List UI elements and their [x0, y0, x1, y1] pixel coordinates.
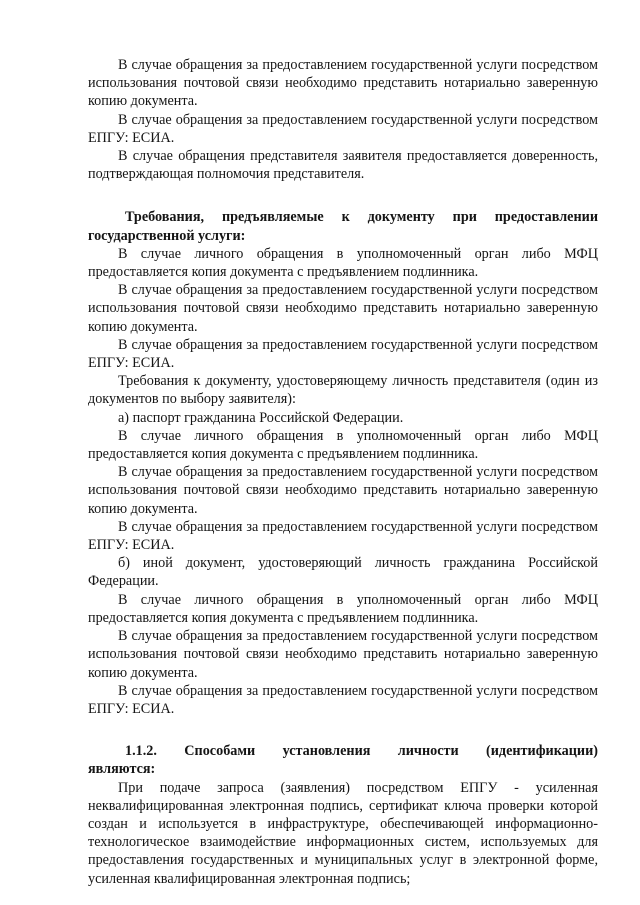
paragraph: В случае обращения за предоставлением государственной услуги посредством ЕПГУ: ЕСИА. — [88, 518, 598, 554]
list-item: б) иной документ, удостоверяющий личность гражданина Российской Федерации. — [88, 555, 598, 590]
paragraph: При подаче запроса (заявления) посредством ЕПГУ - усиленная неквалифицированная электронная подпись, сертификат ключа проверки которой создан и используется в инфраструктуре, обеспечивающей информационно-технологическое взаимодействие информационных систем, используемых для предоставления государственных и муниципальных услуг в электронной форме, усиленная квалифицированная электронная подпись; — [88, 779, 598, 887]
paragraph: В случае обращения за предоставлением государственной услуги посредством ЕПГУ: ЕСИА. — [88, 111, 598, 146]
section-heading: 1.1.2. Способами установления личности (идентификации) являются: — [88, 743, 598, 778]
paragraph: В случае обращения за предоставлением государственной услуги посредством использования почтовой связи необходимо представить нотариально заверенную копию документа. — [88, 628, 598, 681]
paragraph: В случае личного обращения в уполномоченный орган либо МФЦ предоставляется копия документа с предъявлением подлинника. — [88, 427, 598, 463]
paragraph: Требования к документу, удостоверяющему личность представителя (один из документов по выбору заявителя): — [88, 373, 598, 408]
paragraph: В случае личного обращения в уполномоченный орган либо МФЦ предоставляется копия документа с предъявлением подлинника. — [88, 245, 598, 281]
section-heading: Требования, предъявляемые к документу при предоставлении государственной услуги: — [88, 209, 598, 244]
paragraph: В случае обращения за предоставлением государственной услуги посредством ЕПГУ: ЕСИА. — [88, 336, 598, 372]
paragraph: В случае обращения за предоставлением государственной услуги посредством использования почтовой связи необходимо представить нотариально заверенную копию документа. — [88, 464, 598, 517]
list-item: а) паспорт гражданина Российской Федерации. — [118, 409, 404, 426]
paragraph: В случае обращения за предоставлением государственной услуги посредством ЕПГУ: ЕСИА. — [88, 682, 598, 717]
paragraph: В случае обращения за предоставлением государственной услуги посредством использования почтовой связи необходимо представить нотариально заверенную копию документа. — [88, 57, 598, 110]
paragraph: В случае обращения представителя заявителя предоставляется доверенность, подтверждающая полномочия представителя. — [88, 148, 598, 183]
paragraph: В случае личного обращения в уполномоченный орган либо МФЦ предоставляется копия документа с предъявлением подлинника. — [88, 591, 598, 626]
paragraph: В случае обращения за предоставлением государственной услуги посредством использования почтовой связи необходимо представить нотариально заверенную копию документа. — [88, 282, 598, 335]
